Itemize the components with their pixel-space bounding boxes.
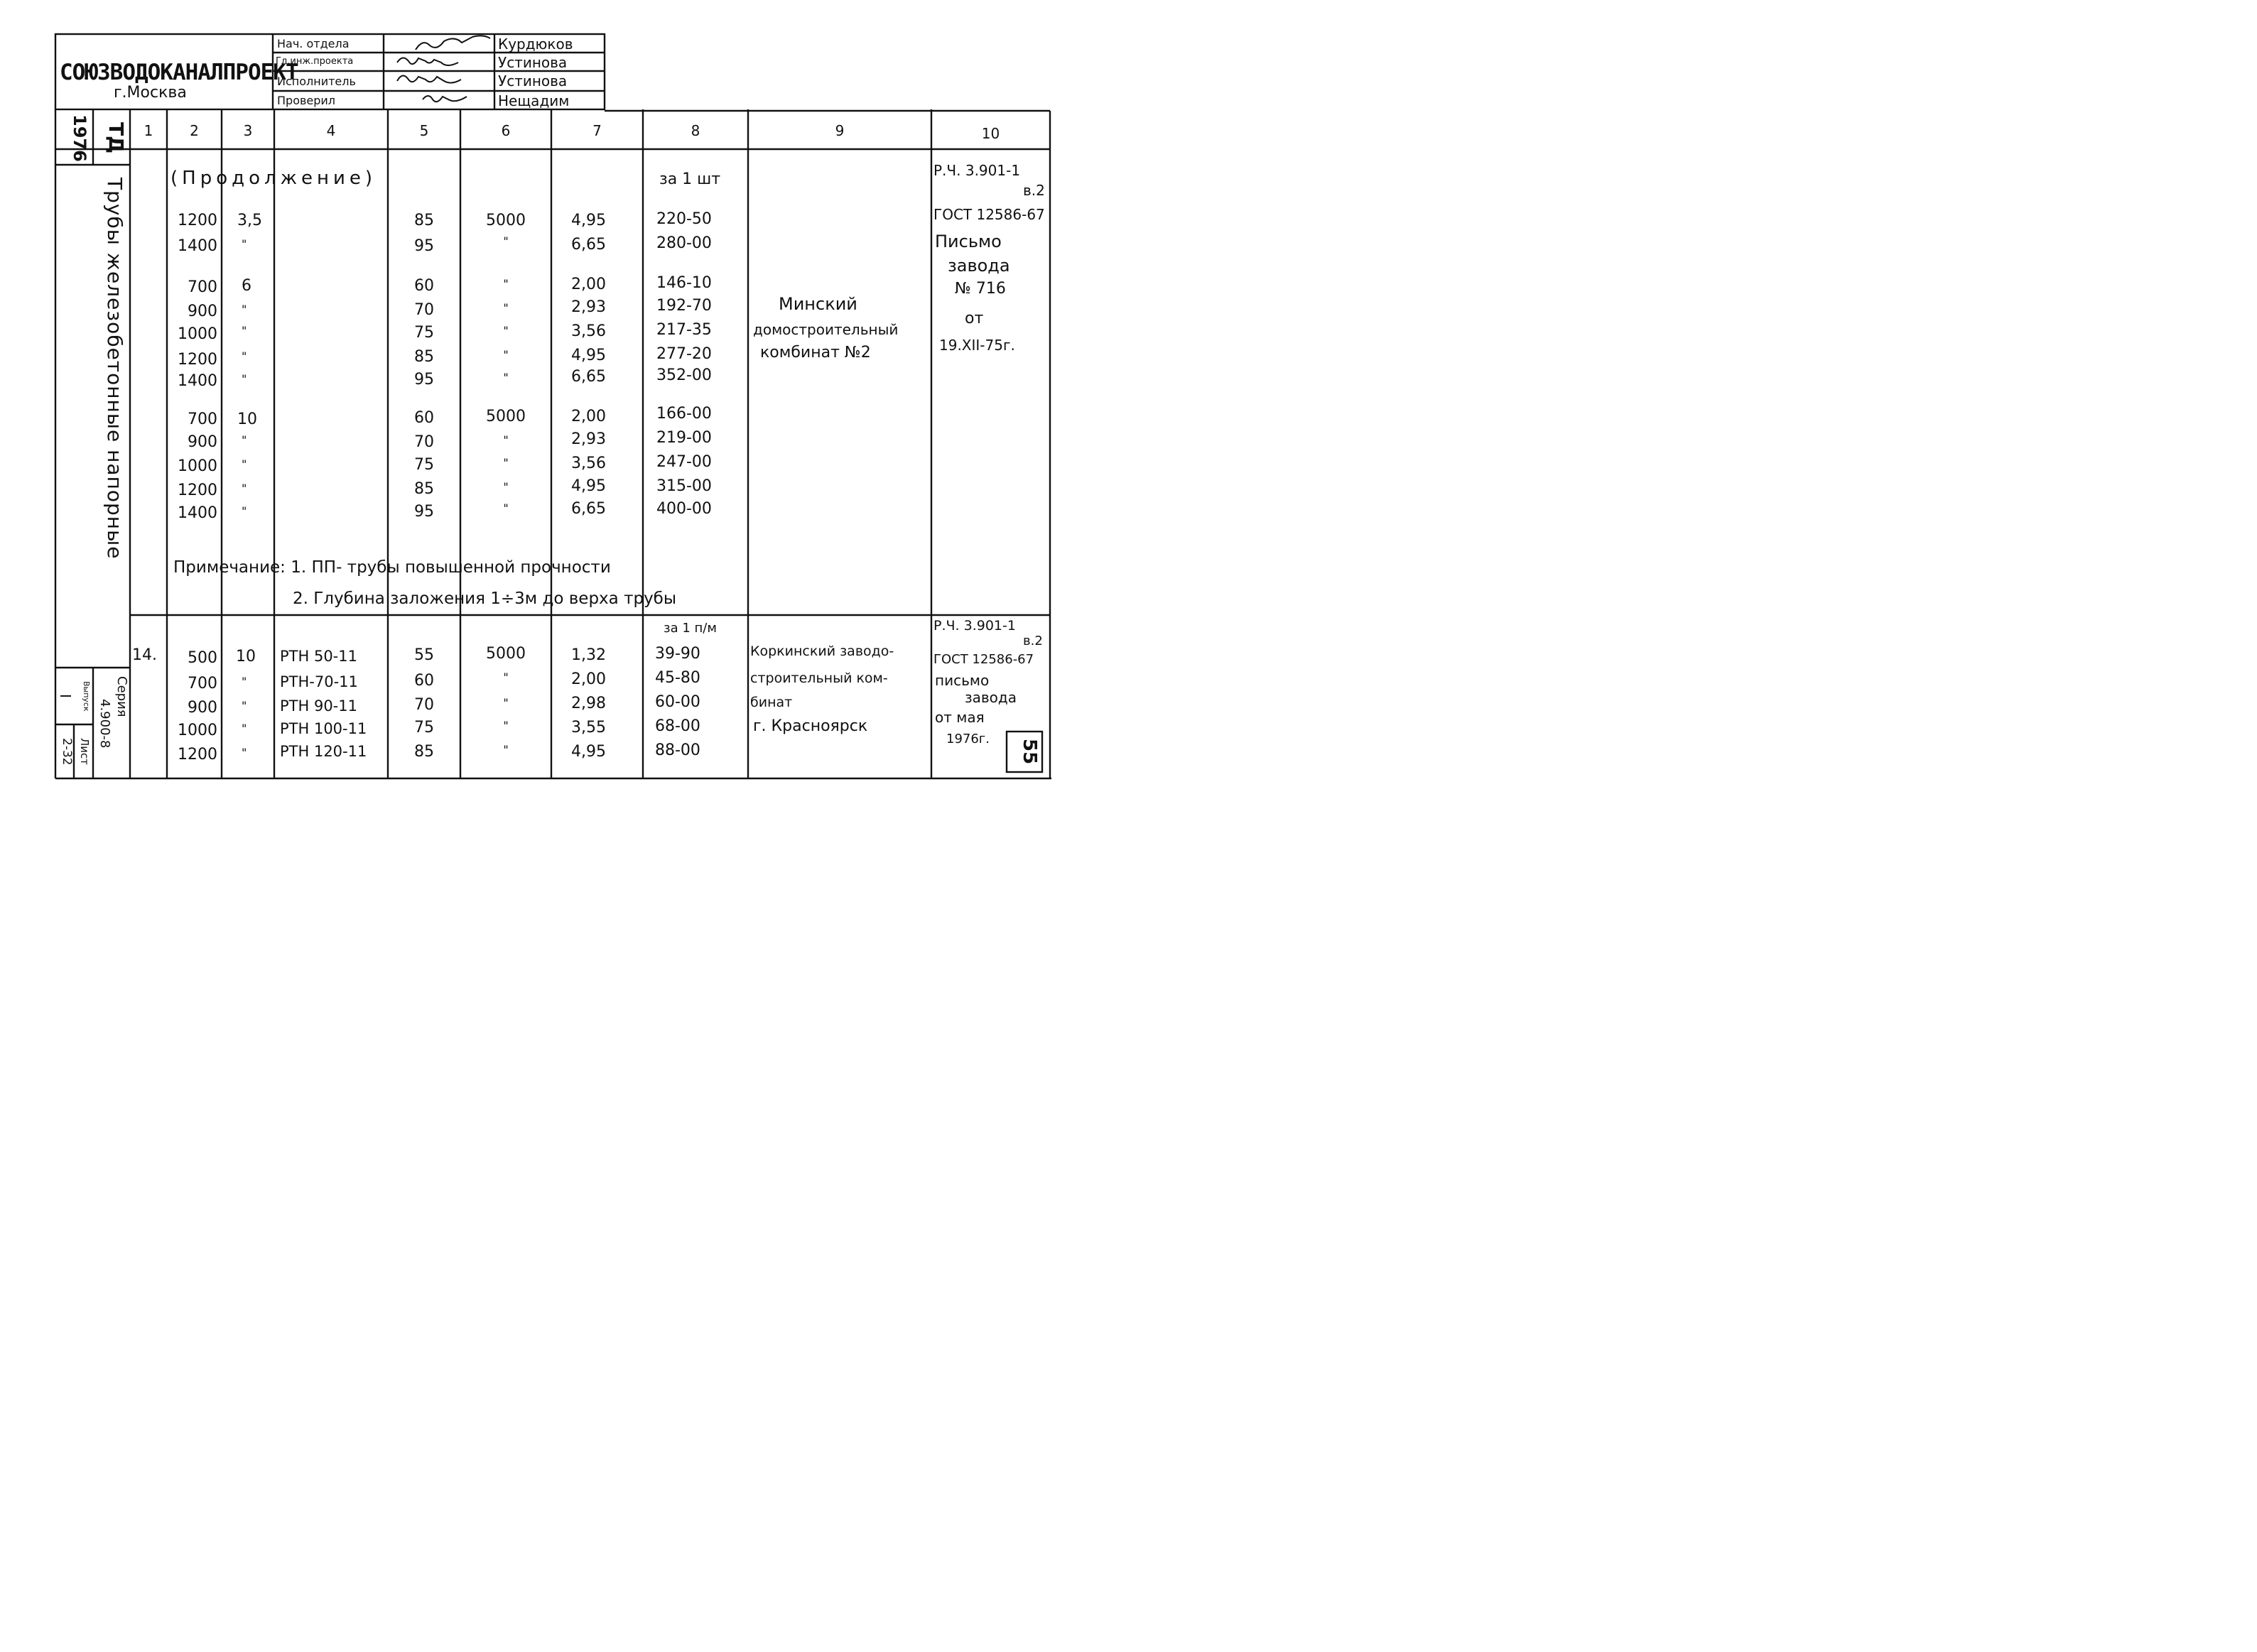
cell-pressure: " xyxy=(242,237,247,251)
cell-wall: 70 xyxy=(414,301,434,319)
cell-diameter: 1400 xyxy=(178,372,217,390)
cell-diameter: 1000 xyxy=(178,722,217,739)
cell-pressure: 10 xyxy=(236,648,256,665)
manufacturer2-line-1: Коркинский заводо- xyxy=(750,643,894,659)
name-checked-by: Нещадим xyxy=(498,92,570,109)
column-header-9: 9 xyxy=(835,122,845,139)
reference2-line-3: ГОСТ 12586-67 xyxy=(933,652,1034,667)
organization-city: г.Москва xyxy=(114,84,187,102)
column-header-2: 2 xyxy=(190,122,199,139)
cell-length: 5000 xyxy=(486,408,526,425)
cell-wall: 60 xyxy=(414,409,434,427)
cell-mass: 2,93 xyxy=(571,430,606,448)
reference2-line-1: Р.Ч. 3.901-1 xyxy=(933,618,1016,634)
cell-mass: 6,65 xyxy=(571,236,606,254)
column-header-10: 10 xyxy=(981,125,1000,142)
role-chief-engineer: Гл.инж.проекта xyxy=(276,56,354,67)
column-header-4: 4 xyxy=(326,122,336,139)
issue-label: Выпуск xyxy=(82,680,91,712)
td-label: ТД xyxy=(104,121,128,154)
cell-pressure: 6 xyxy=(242,277,251,295)
sheet-value: 2-32 xyxy=(60,737,74,766)
cell-diameter: 1000 xyxy=(178,457,217,475)
document-title: Трубы железобетонные напорные xyxy=(103,178,126,560)
cell-price: 192-70 xyxy=(656,297,712,315)
cell-mass: 4,95 xyxy=(571,347,606,364)
cell-wall: 55 xyxy=(414,646,434,664)
cell-price: 217-35 xyxy=(656,321,712,339)
reference-line-7: от xyxy=(965,310,984,327)
reference2-line-2: в.2 xyxy=(1023,634,1043,648)
cell-length: " xyxy=(503,348,509,362)
cell-pressure: 10 xyxy=(237,411,257,428)
column-header-6: 6 xyxy=(501,122,511,139)
cell-brand: РТН 120-11 xyxy=(280,743,367,760)
cell-brand: РТН 50-11 xyxy=(280,648,357,665)
cell-length: " xyxy=(503,670,509,684)
cell-diameter: 700 xyxy=(188,411,217,428)
cell-diameter: 1400 xyxy=(178,237,217,255)
cell-length: " xyxy=(503,456,509,469)
cell-length: " xyxy=(503,234,509,248)
reference2-line-6: от мая xyxy=(935,709,985,726)
cell-price: 60-00 xyxy=(655,693,700,711)
reference2-line-7: 1976г. xyxy=(946,732,990,746)
cell-length: " xyxy=(503,371,509,384)
cell-pressure: " xyxy=(242,457,247,471)
cell-brand: РТН 100-11 xyxy=(280,720,367,737)
cell-wall: 60 xyxy=(414,672,434,690)
cell-length: " xyxy=(503,696,509,710)
manufacturer2-line-2: строительный ком- xyxy=(750,670,888,686)
cell-price: 277-20 xyxy=(656,345,712,363)
column-header-7: 7 xyxy=(592,122,602,139)
cell-length: " xyxy=(503,301,509,315)
cell-mass: 2,93 xyxy=(571,298,606,316)
reference-line-4: Письмо xyxy=(935,232,1002,251)
cell-length: " xyxy=(503,277,509,290)
manufacturer2-line-4: г. Красноярск xyxy=(753,717,868,735)
cell-length: 5000 xyxy=(486,212,526,229)
cell-price: 68-00 xyxy=(655,717,700,735)
cell-wall: 85 xyxy=(414,348,434,366)
continuation-label: (Продолжение) xyxy=(171,168,377,189)
issue-value: I xyxy=(57,694,74,698)
cell-mass: 4,95 xyxy=(571,477,606,495)
reference-line-2: в.2 xyxy=(1023,182,1045,199)
cell-price: 220-50 xyxy=(656,210,712,228)
cell-pressure: " xyxy=(242,324,247,337)
cell-mass: 3,56 xyxy=(571,322,606,340)
reference-line-8: 19.XII-75г. xyxy=(939,337,1015,354)
cell-length: " xyxy=(503,480,509,494)
signature-2 xyxy=(397,58,458,65)
cell-mass: 3,55 xyxy=(571,719,606,737)
cell-pressure: " xyxy=(242,349,247,363)
cell-wall: 75 xyxy=(414,719,434,737)
cell-mass: 3,56 xyxy=(571,455,606,472)
manufacturer-line-3: комбинат №2 xyxy=(760,344,871,362)
signature-3 xyxy=(397,75,461,82)
cell-length: " xyxy=(503,501,509,515)
signature-4 xyxy=(423,96,467,102)
cell-diameter: 1200 xyxy=(178,746,217,763)
cell-mass: 1,32 xyxy=(571,646,606,664)
cell-mass: 2,00 xyxy=(571,670,606,688)
note-2: 2. Глубина заложения 1÷3м до верха трубы xyxy=(293,589,677,608)
cell-pressure: " xyxy=(242,372,247,386)
cell-pressure: " xyxy=(242,699,247,712)
cell-price: 39-90 xyxy=(655,645,700,663)
cell-price: 88-00 xyxy=(655,741,700,759)
cell-brand: РТН-70-11 xyxy=(280,673,358,690)
role-executor: Исполнитель xyxy=(277,75,356,88)
name-head-of-department: Курдюков xyxy=(498,36,573,53)
note-1: Примечание: 1. ПП- трубы повышенной прочности xyxy=(173,558,611,577)
cell-price: 247-00 xyxy=(656,453,712,471)
cell-mass: 4,95 xyxy=(571,212,606,229)
cell-diameter: 1200 xyxy=(178,482,217,499)
cell-mass: 4,95 xyxy=(571,743,606,761)
cell-length: " xyxy=(503,743,509,756)
cell-wall: 95 xyxy=(414,503,434,521)
cell-wall: 95 xyxy=(414,237,434,255)
reference-line-1: Р.Ч. 3.901-1 xyxy=(933,162,1021,179)
cell-wall: 95 xyxy=(414,371,434,388)
cell-diameter: 700 xyxy=(188,278,217,296)
cell-mass: 2,00 xyxy=(571,276,606,293)
name-executor: Устинова xyxy=(498,72,568,89)
column-header-1: 1 xyxy=(144,122,153,139)
cell-brand: РТН 90-11 xyxy=(280,697,357,714)
cell-diameter: 700 xyxy=(188,675,217,692)
manufacturer2-line-3: бинат xyxy=(750,695,793,710)
cell-mass: 6,65 xyxy=(571,368,606,386)
cell-length: " xyxy=(503,324,509,337)
reference-line-5: завода xyxy=(948,256,1010,276)
reference-line-6: № 716 xyxy=(955,280,1006,298)
organization-name: СОЮЗВОДОКАНАЛПРОЕКТ xyxy=(60,60,298,85)
cell-diameter: 900 xyxy=(188,433,217,451)
cell-wall: 85 xyxy=(414,743,434,761)
cell-wall: 70 xyxy=(414,433,434,451)
cell-pressure: " xyxy=(242,504,247,518)
cell-diameter: 1000 xyxy=(178,325,217,343)
cell-pressure: " xyxy=(242,482,247,495)
unit-per-meter: за 1 п/м xyxy=(664,621,717,636)
cell-wall: 60 xyxy=(414,277,434,295)
cell-diameter: 900 xyxy=(188,699,217,717)
cell-price: 166-00 xyxy=(656,405,712,423)
series-label: Серия xyxy=(114,676,129,717)
role-checked-by: Проверил xyxy=(277,94,336,107)
cell-price: 400-00 xyxy=(656,500,712,518)
cell-pressure: " xyxy=(242,303,247,316)
cell-wall: 75 xyxy=(414,456,434,474)
page-number: 55 xyxy=(1019,739,1040,765)
cell-pressure: " xyxy=(242,675,247,688)
cell-diameter: 1400 xyxy=(178,504,217,522)
role-head-of-department: Нач. отдела xyxy=(277,37,350,50)
column-header-3: 3 xyxy=(243,122,253,139)
section2-index: 14. xyxy=(132,646,157,664)
sheet-label: Лист xyxy=(78,737,91,765)
signatures xyxy=(387,34,494,109)
series-value: 4.900-8 xyxy=(97,698,112,749)
cell-diameter: 1200 xyxy=(178,212,217,229)
unit-per-piece: за 1 шт xyxy=(659,170,721,188)
name-chief-engineer: Устинова xyxy=(498,54,568,71)
reference2-line-4: письмо xyxy=(935,672,990,689)
cell-price: 146-10 xyxy=(656,274,712,292)
cell-diameter: 900 xyxy=(188,303,217,320)
cell-wall: 85 xyxy=(414,212,434,229)
cell-wall: 75 xyxy=(414,324,434,342)
reference2-line-5: завода xyxy=(965,689,1017,706)
cell-mass: 2,00 xyxy=(571,408,606,425)
cell-price: 280-00 xyxy=(656,234,712,252)
cell-wall: 70 xyxy=(414,696,434,714)
column-header-8: 8 xyxy=(691,122,700,139)
cell-pressure: " xyxy=(242,746,247,759)
manufacturer-line-2: домостроительный xyxy=(753,321,899,338)
cell-pressure: 3,5 xyxy=(237,212,262,229)
cell-price: 219-00 xyxy=(656,429,712,447)
cell-length: " xyxy=(503,433,509,447)
cell-mass: 6,65 xyxy=(571,500,606,518)
year-code: 1976 xyxy=(70,114,90,162)
cell-price: 315-00 xyxy=(656,477,712,495)
cell-diameter: 1200 xyxy=(178,351,217,369)
manufacturer-line-1: Минский xyxy=(779,294,857,314)
cell-length: 5000 xyxy=(486,645,526,663)
cell-pressure: " xyxy=(242,722,247,735)
cell-diameter: 500 xyxy=(188,649,217,667)
reference-line-3: ГОСТ 12586-67 xyxy=(933,206,1045,223)
cell-mass: 2,98 xyxy=(571,695,606,712)
cell-pressure: " xyxy=(242,433,247,447)
cell-price: 45-80 xyxy=(655,669,700,687)
cell-length: " xyxy=(503,719,509,732)
cell-wall: 85 xyxy=(414,480,434,498)
column-header-5: 5 xyxy=(419,122,429,139)
signature-1 xyxy=(416,36,490,50)
cell-price: 352-00 xyxy=(656,366,712,384)
